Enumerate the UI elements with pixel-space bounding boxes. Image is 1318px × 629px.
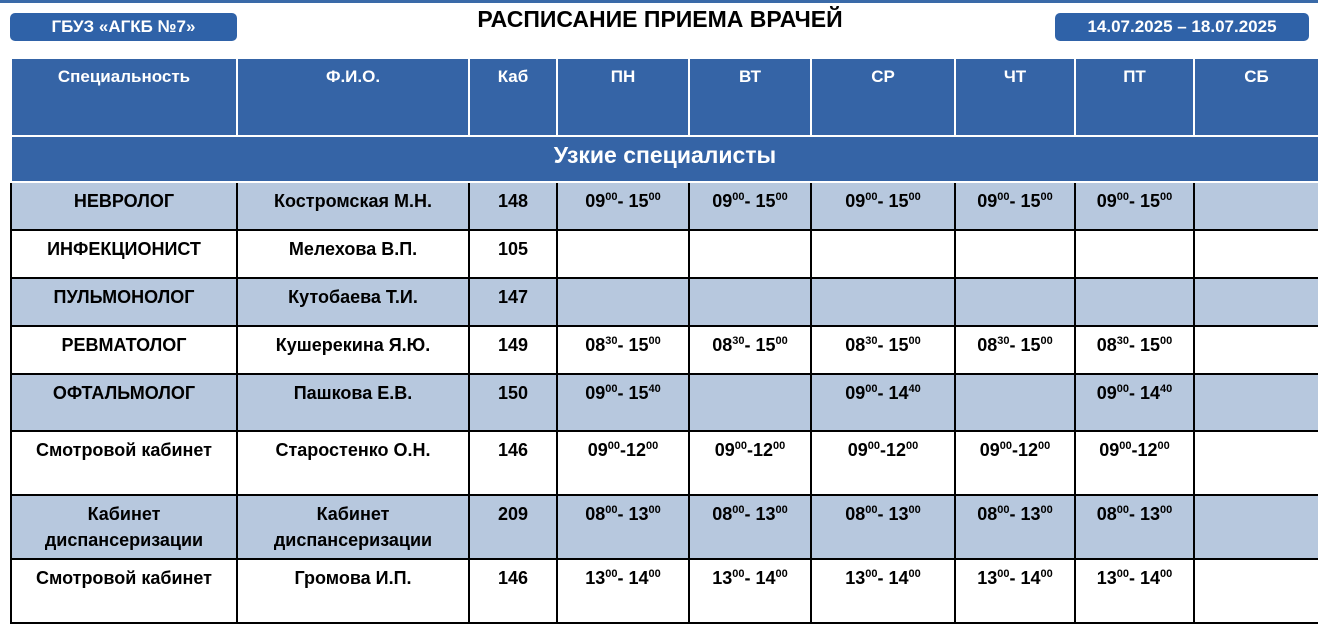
hours-cell-mon [557,278,689,326]
end-minutes: 00 [775,504,788,516]
end-minutes: 00 [1160,568,1173,580]
doctor-name-cell: Мелехова В.П. [237,230,469,278]
start-minutes: 00 [732,504,745,516]
start-hour: 09 [1096,383,1117,403]
hours-cell-wed: $13^{00}-$ $14^{00}$ [811,559,955,623]
doctor-name-cell: Кабинет диспансеризации [237,495,469,559]
start-minutes: 00 [1119,440,1132,452]
end-hour: 15 [755,335,776,355]
start-hour: 08 [712,335,733,355]
hours-cell-fri [1075,230,1194,278]
hours-cell-mon: $08^{30}-$ $15^{00}$ [557,326,689,374]
end-minutes: 00 [908,335,921,347]
start-hour: 09 [845,191,866,211]
start-hour: 08 [1096,504,1117,524]
hours-cell-tue: $08^{30}-$ $15^{00}$ [689,326,811,374]
end-minutes: 00 [1040,568,1053,580]
start-hour: 09 [585,383,606,403]
start-hour: 08 [845,335,866,355]
hours-cell-sat [1194,182,1318,230]
start-hour: 08 [977,335,998,355]
end-minutes: 00 [906,440,919,452]
room-cell: 209 [469,495,557,559]
end-minutes: 00 [1040,335,1053,347]
start-hour: 09 [585,191,606,211]
top-border-line [0,0,1318,3]
hours-cell-thu: $09^{00}-$ $15^{00}$ [955,182,1075,230]
end-minutes: 00 [648,191,661,203]
start-hour: 08 [977,504,998,524]
start-hour: 09 [977,191,998,211]
start-hour: 09 [845,383,866,403]
end-hour: 12 [626,440,647,460]
hours-cell-tue [689,278,811,326]
end-minutes: 00 [1160,191,1173,203]
start-minutes: 00 [865,383,878,395]
end-minutes: 00 [648,504,661,516]
end-hour: 12 [1137,440,1158,460]
hours-cell-fri: $09^{00}-$ $15^{00}$ [1075,182,1194,230]
hours-cell-mon: $08^{00}-$ $13^{00}$ [557,495,689,559]
hours-cell-tue: $08^{00}-$ $13^{00}$ [689,495,811,559]
end-hour: 15 [1020,191,1041,211]
end-hour: 15 [1020,335,1041,355]
end-minutes: 40 [908,383,921,395]
col-header-name: Ф.И.О. [237,58,469,136]
hours-cell-thu: $09^{00}-12^{00}$ [955,431,1075,495]
hours-cell-mon: $09^{00}-$ $15^{00}$ [557,182,689,230]
end-hour: 14 [888,568,909,588]
end-hour: 14 [1140,383,1161,403]
schedule-row [11,230,1318,278]
room-cell: 146 [469,559,557,623]
start-minutes: 00 [734,440,747,452]
room-cell: 147 [469,278,557,326]
specialty-cell: ИНФЕКЦИОНИСТ [11,230,237,278]
start-hour: 09 [712,191,733,211]
hours-cell-wed: $08^{00}-$ $13^{00}$ [811,495,955,559]
hours-cell-tue: $09^{00}-12^{00}$ [689,431,811,495]
end-hour: 15 [628,383,649,403]
start-hour: 08 [845,504,866,524]
end-minutes: 00 [775,568,788,580]
col-header-sat: СБ [1194,58,1318,136]
end-hour: 12 [886,440,907,460]
schedule-row [11,278,1318,326]
hours-cell-fri: $13^{00}-$ $14^{00}$ [1075,559,1194,623]
end-hour: 14 [1020,568,1041,588]
start-hour: 13 [712,568,733,588]
start-minutes: 00 [605,191,618,203]
hours-cell-sat [1194,278,1318,326]
room-cell: 149 [469,326,557,374]
end-hour: 12 [1018,440,1039,460]
hours-cell-thu [955,278,1075,326]
end-minutes: 00 [908,191,921,203]
hours-cell-thu: $13^{00}-$ $14^{00}$ [955,559,1075,623]
hours-cell-tue [689,230,811,278]
end-hour: 14 [628,568,649,588]
end-minutes: 00 [1160,335,1173,347]
start-minutes: 00 [607,440,620,452]
start-minutes: 30 [605,335,618,347]
hours-cell-sat [1194,374,1318,431]
start-minutes: 00 [605,568,618,580]
start-minutes: 30 [1116,335,1129,347]
start-hour: 09 [847,440,868,460]
start-hour: 09 [587,440,608,460]
hours-cell-wed [811,278,955,326]
hours-cell-thu: $08^{00}-$ $13^{00}$ [955,495,1075,559]
hours-cell-sat [1194,230,1318,278]
org-badge: ГБУЗ «АГКБ №7» [10,13,237,41]
start-minutes: 00 [732,568,745,580]
start-minutes: 00 [605,383,618,395]
end-minutes: 00 [1160,504,1173,516]
doctor-name-cell: Пашкова Е.В. [237,374,469,431]
end-hour: 14 [755,568,776,588]
start-minutes: 00 [997,568,1010,580]
end-minutes: 00 [1040,191,1053,203]
col-header-wed: СР [811,58,955,136]
specialty-cell: Смотровой кабинет [11,559,237,623]
end-hour: 15 [755,191,776,211]
doctor-name-cell: Костромская М.Н. [237,182,469,230]
end-minutes: 00 [646,440,659,452]
hours-cell-thu [955,374,1075,431]
specialty-cell: Смотровой кабинет [11,431,237,495]
end-hour: 13 [755,504,776,524]
hours-cell-fri: $09^{00}-$ $14^{40}$ [1075,374,1194,431]
schedule-row [11,495,1318,559]
schedule-row [11,326,1318,374]
end-minutes: 40 [648,383,661,395]
end-hour: 14 [1140,568,1161,588]
hours-cell-sat [1194,559,1318,623]
table-header-row [11,58,1318,136]
specialty-cell: НЕВРОЛОГ [11,182,237,230]
end-hour: 15 [628,191,649,211]
room-cell: 105 [469,230,557,278]
schedule-row [11,374,1318,431]
start-minutes: 00 [867,440,880,452]
start-minutes: 00 [997,191,1010,203]
start-minutes: 00 [1116,568,1129,580]
start-minutes: 00 [865,568,878,580]
hours-cell-sat [1194,326,1318,374]
hours-cell-wed: $09^{00}-$ $14^{40}$ [811,374,955,431]
hours-cell-mon: $13^{00}-$ $14^{00}$ [557,559,689,623]
end-minutes: 00 [775,335,788,347]
hours-cell-sat [1194,431,1318,495]
end-hour: 13 [1140,504,1161,524]
start-hour: 08 [1096,335,1117,355]
start-hour: 13 [1096,568,1117,588]
start-hour: 08 [712,504,733,524]
page-title: РАСПИСАНИЕ ПРИЕМА ВРАЧЕЙ [477,6,843,32]
end-hour: 15 [628,335,649,355]
hours-cell-wed: $08^{30}-$ $15^{00}$ [811,326,955,374]
specialty-cell: ПУЛЬМОНОЛОГ [11,278,237,326]
schedule-row [11,431,1318,495]
hours-cell-mon: $09^{00}-$ $15^{40}$ [557,374,689,431]
specialty-cell: РЕВМАТОЛОГ [11,326,237,374]
end-minutes: 40 [1160,383,1173,395]
start-hour: 08 [585,504,606,524]
start-hour: 08 [585,335,606,355]
end-minutes: 00 [908,568,921,580]
end-minutes: 00 [908,504,921,516]
end-hour: 14 [888,383,909,403]
hours-cell-tue: $13^{00}-$ $14^{00}$ [689,559,811,623]
doctor-name-cell: Кушерекина Я.Ю. [237,326,469,374]
start-minutes: 30 [865,335,878,347]
start-minutes: 00 [865,504,878,516]
hours-cell-mon [557,230,689,278]
schedule-row [11,182,1318,230]
start-minutes: 00 [1116,504,1129,516]
start-minutes: 30 [732,335,745,347]
hours-cell-fri [1075,278,1194,326]
doctor-name-cell: Кутобаева Т.И. [237,278,469,326]
start-minutes: 00 [999,440,1012,452]
start-hour: 13 [977,568,998,588]
end-hour: 15 [1140,191,1161,211]
start-minutes: 30 [997,335,1010,347]
start-hour: 09 [1096,191,1117,211]
hours-cell-fri: $08^{00}-$ $13^{00}$ [1075,495,1194,559]
start-hour: 09 [979,440,1000,460]
section-title: Узкие специалисты [11,136,1318,182]
end-hour: 12 [753,440,774,460]
hours-cell-mon: $09^{00}-12^{00}$ [557,431,689,495]
end-hour: 15 [888,335,909,355]
room-cell: 146 [469,431,557,495]
end-minutes: 00 [1157,440,1170,452]
date-range-badge: 14.07.2025 – 18.07.2025 [1055,13,1309,41]
schedule-row [11,559,1318,623]
end-hour: 15 [1140,335,1161,355]
col-header-mon: ПН [557,58,689,136]
hours-cell-tue: $09^{00}-$ $15^{00}$ [689,182,811,230]
start-hour: 09 [714,440,735,460]
doctor-name-cell: Громова И.П. [237,559,469,623]
end-minutes: 00 [648,335,661,347]
start-minutes: 00 [732,191,745,203]
start-minutes: 00 [605,504,618,516]
hours-cell-thu [955,230,1075,278]
room-cell: 148 [469,182,557,230]
section-row [11,136,1318,182]
end-hour: 13 [628,504,649,524]
col-header-thu: ЧТ [955,58,1075,136]
col-header-specialty: Специальность [11,58,237,136]
start-minutes: 00 [865,191,878,203]
col-header-fri: ПТ [1075,58,1194,136]
start-minutes: 00 [997,504,1010,516]
specialty-cell: ОФТАЛЬМОЛОГ [11,374,237,431]
start-minutes: 00 [1116,191,1129,203]
hours-cell-wed [811,230,955,278]
hours-cell-wed: $09^{00}-$ $15^{00}$ [811,182,955,230]
hours-cell-sat [1194,495,1318,559]
doctor-name-cell: Старостенко О.Н. [237,431,469,495]
start-hour: 13 [845,568,866,588]
end-hour: 13 [888,504,909,524]
hours-cell-wed: $09^{00}-12^{00}$ [811,431,955,495]
hours-cell-tue [689,374,811,431]
end-hour: 15 [888,191,909,211]
room-cell: 150 [469,374,557,431]
col-header-tue: ВТ [689,58,811,136]
end-minutes: 00 [773,440,786,452]
hours-cell-fri: $09^{00}-12^{00}$ [1075,431,1194,495]
col-header-room: Каб [469,58,557,136]
schedule-table [10,57,1318,624]
start-hour: 09 [1099,440,1120,460]
start-hour: 13 [585,568,606,588]
start-minutes: 00 [1116,383,1129,395]
hours-cell-thu: $08^{30}-$ $15^{00}$ [955,326,1075,374]
end-hour: 13 [1020,504,1041,524]
specialty-cell: Кабинет диспансеризации [11,495,237,559]
end-minutes: 00 [1040,504,1053,516]
end-minutes: 00 [775,191,788,203]
hours-cell-fri: $08^{30}-$ $15^{00}$ [1075,326,1194,374]
end-minutes: 00 [1038,440,1051,452]
end-minutes: 00 [648,568,661,580]
